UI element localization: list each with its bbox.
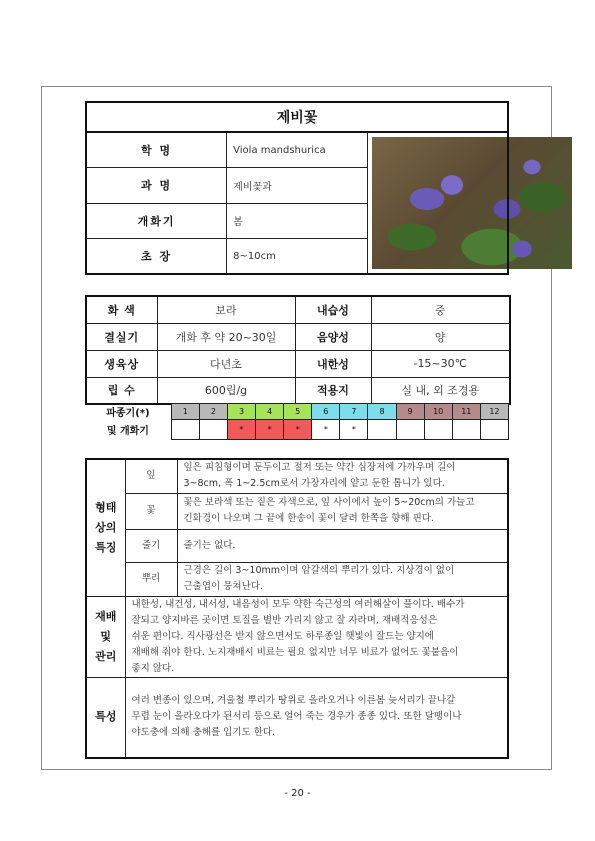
spec-label: 내한성 [295,350,371,377]
mark-cell [396,420,424,440]
mark-cell [368,420,396,440]
mark-cell [171,420,199,440]
mark-cell: * [312,420,340,440]
traits-description: 여러 변종이 있으며, 겨울철 뿌리가 땅위로 올라오거나 이른봄 늦서리가 끝나갈 무렵 눈이 올라오다가 된서리 등으로 얼어 죽는 경우가 종종 있다. 또한 달팽이나 야도충에 의해 충해를 입기도 한다. [125,677,508,758]
violet-flower-photo [372,137,572,269]
month-cell: 2 [199,404,227,420]
mark-cell [480,420,508,440]
sowing-label: 파종기(*) [106,408,150,419]
month-calendar [85,403,509,440]
plant-title: 제비꽃 [86,102,508,132]
care-category: 재배 및 관리 [86,596,125,677]
month-cell: 5 [284,404,312,420]
bloom-season-label: 개화기 [86,203,227,239]
month-cell: 7 [340,404,368,420]
traits-category: 특성 [86,677,125,758]
spec-value: 개화 후 약 20~30일 [157,323,295,350]
month-cell: 6 [312,404,340,420]
mark-cell: * [256,420,284,440]
spec-label: 립 수 [86,377,157,404]
month-cell: 1 [171,404,199,420]
leaf-label: 잎 [125,459,177,493]
plant-height-value: 8~10cm [227,239,368,275]
mark-cell: * [227,420,255,440]
specs-table [85,295,511,405]
month-cell: 12 [480,404,508,420]
scientific-name-label: 학 명 [86,132,227,168]
root-label: 뿌리 [125,562,177,596]
mark-cell: * [340,420,368,440]
stem-label: 줄기 [125,529,177,562]
month-cell: 11 [452,404,480,420]
stem-description: 줄기는 없다. [177,529,508,562]
spec-value: 600립/g [157,377,295,404]
month-cell: 3 [227,404,255,420]
care-description: 내한성, 내건성, 내서성, 내음성이 모두 약한 숙근성의 여러해살이 풀이다. 배수가 잘되고 양지바른 곳이면 토질을 별반 가리지 않고 잘 자라며, 재배적응성은 쉬운 편이다. 직사광선은 받지 않으면서도 하루종일 햇빛이 잘드는 양지에 재배해 줘야 한다. 노지재배시 비료는 필요 없지만 너무 비료가 없어도 꽃붙음이 좋지 않다. [125,596,508,677]
mark-cell: * [284,420,312,440]
month-cell: 4 [256,404,284,420]
flower-label: 꽃 [125,493,177,529]
photo-cell [367,132,508,274]
spec-value: 보라 [157,296,295,323]
month-cell: 9 [396,404,424,420]
family-label: 과 명 [86,168,227,204]
flower-description: 꽃은 보라색 또는 짙은 자색으로, 잎 사이에서 높이 5~20cm의 가늘고 긴화경이 나오며 그 끝에 한송이 꽃이 달려 한쪽을 향해 핀다. [177,493,508,529]
bloom-season-value: 봄 [227,203,368,239]
root-description: 근경은 길이 3~10mm이며 암갈색의 뿌리가 있다. 지상경이 없이 근출엽이 뭉쳐난다. [177,562,508,596]
scientific-name-value: Viola mandshurica [227,132,368,168]
family-value: 제비꽃과 [227,168,368,204]
characteristics-table [85,458,509,759]
bloom-label: 및 개화기 [106,426,149,437]
month-cell: 10 [424,404,452,420]
spec-label: 화 색 [86,296,157,323]
spec-value: 양 [371,323,510,350]
page-number: - 20 - [284,788,311,799]
spec-label: 결실기 [86,323,157,350]
spec-value: 중 [371,296,510,323]
basic-info-table [85,101,509,275]
mark-cell [199,420,227,440]
spec-label: 생육상 [86,350,157,377]
leaf-description: 잎은 피침형이며 둔두이고 절저 또는 약간 심장저에 가까우며 길이 3~8cm, 폭 1~2.5cm로서 가장자리에 얕고 둔한 톱니가 있다. [177,459,508,493]
spec-value: 다년초 [157,350,295,377]
spec-value: -15~30℃ [371,350,510,377]
mark-cell [452,420,480,440]
spec-label: 음양성 [295,323,371,350]
month-cell: 8 [368,404,396,420]
spec-label: 내습성 [295,296,371,323]
spec-label: 적용지 [295,377,371,404]
plant-height-label: 초 장 [86,239,227,275]
spec-value: 실 내, 외 조경용 [371,377,510,404]
mark-cell [424,420,452,440]
morphology-category: 형태 상의 특징 [86,459,125,596]
